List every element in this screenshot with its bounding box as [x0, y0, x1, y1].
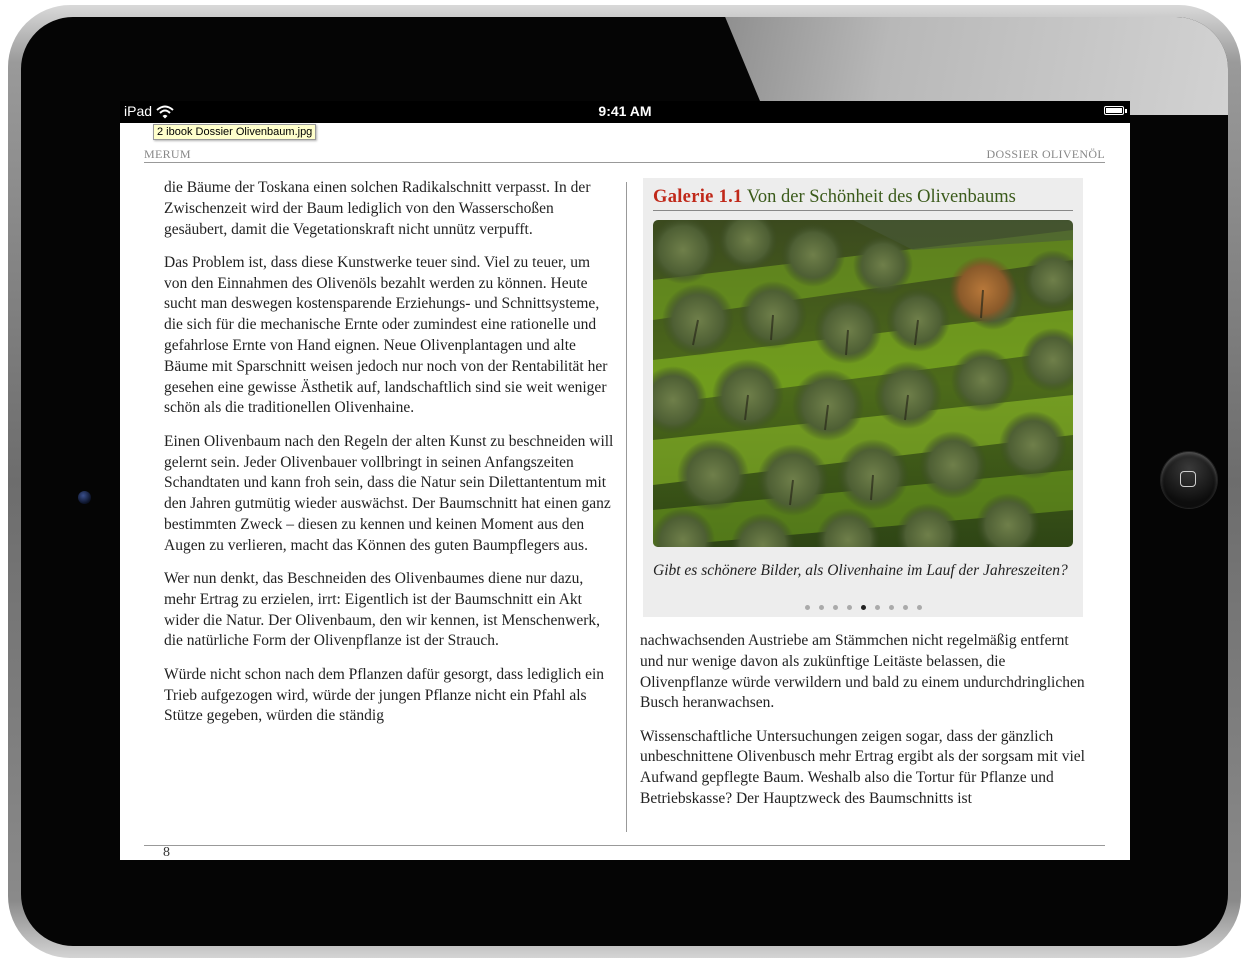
page-number: 8: [163, 845, 170, 860]
page-dot[interactable]: [861, 605, 866, 610]
paragraph: Einen Olivenbaum nach den Regeln der alten Kunst zu beschneiden will gelernt sein. Jeder Olivenbauer vollbringt in seinen Anfangszeiten Schandtaten und kann froh sein, dass die Natur sein Dilettantentum mit den Jahren gutmütig wieder auswächst. Der Baumschnitt hat einen ganz bestimmten Zweck – diesen zu kennen und keinen Moment aus den Augen zu verlieren, macht das Können des guten Baumpflegers aus.: [164, 432, 614, 554]
page-dot[interactable]: [917, 605, 922, 610]
running-head-left: MERUM: [144, 147, 191, 161]
gallery-label: Galerie 1.1: [653, 187, 743, 207]
page-dot[interactable]: [805, 605, 810, 610]
battery-icon: [1104, 106, 1124, 115]
paragraph: Das Problem ist, dass diese Kunstwerke teuer sind. Viel zu teuer, um von den Einnahmen des Olivenöls bezahlt werden zu können. Heute sucht man deswegen kostensparende Erziehungs- und Schnittsysteme, die sich für die mechanische Ernte oder zumindest eine rationelle und gefahrlose Ernte von Hand eignen. Neue Olivenplantagen und alte Bäume mit Sparschnitt weisen jedoch nur noch von der Rentabilität her gesehen eine gewisse Ästhetik auf, landschaftlich sind sie weit weniger schön als die traditionellen Olivenhaine.: [164, 253, 608, 417]
right-column: [640, 631, 1090, 822]
header-divider: [144, 162, 1105, 163]
camera-icon: [78, 491, 91, 504]
page-dot[interactable]: [889, 605, 894, 610]
status-bar: [120, 101, 1130, 123]
gallery-widget: [643, 178, 1083, 617]
running-head-right: DOSSIER OLIVENÖL: [986, 147, 1105, 161]
gallery-name: Von der Schönheit des Olivenbaums: [746, 187, 1016, 207]
home-square-icon: [1180, 471, 1196, 487]
page-dot[interactable]: [833, 605, 838, 610]
gallery-image[interactable]: [653, 220, 1073, 547]
page-dot[interactable]: [875, 605, 880, 610]
page-dot[interactable]: [847, 605, 852, 610]
paragraph: Wer nun denkt, das Beschneiden des Olivenbaumes diene nur dazu, mehr Ertrag zu erzielen, irrt: Eigentlich ist der Baumschnitt ein Akt wider die Natur. Der Olivenbaum, den wir kennen, ist Menschenwerk, die natürliche Form der Olivenpflanze ist der Strauch.: [164, 570, 601, 650]
column-divider: [626, 182, 627, 832]
ibook-page: [120, 123, 1130, 860]
left-column: [164, 178, 614, 740]
gallery-caption: Gibt es schönere Bilder, als Olivenhaine im Lauf der Jahreszeiten?: [653, 562, 1068, 579]
gallery-page-dots: [643, 597, 1083, 615]
footer-divider: [144, 845, 1105, 846]
page-dot[interactable]: [819, 605, 824, 610]
paragraph: die Bäume der Toskana einen solchen Radikalschnitt verpasst. In der Zwischenzeit wird der Baum lediglich von den Wasserschoßen gesäubert, damit die Vegetationskraft nicht unnütz verpufft.: [164, 179, 591, 238]
paragraph: nachwachsenden Austriebe am Stämmchen nicht regelmäßig entfernt und nur wenige davon als zukünftige Leitäste belassen, die Olivenpflanze würde verwildern und bald zu einem undurchdringlichen Busch heranwachsen.: [640, 632, 1085, 712]
file-tooltip: 2 ibook Dossier Olivenbaum.jpg: [153, 124, 316, 140]
page-dot[interactable]: [903, 605, 908, 610]
status-carrier: iPad: [124, 103, 153, 119]
paragraph: Wissenschaftliche Untersuchungen zeigen sogar, dass der gänzlich unbeschnittene Olivenbusch mehr Ertrag ergibt als der sorgsam mit viel Aufwand gepflegte Baum. Weshalb also die Tortur für Pflanze und Betriebskasse? Der Hauptzweck des Baumschnitts ist: [640, 727, 1085, 808]
home-button[interactable]: [1161, 452, 1217, 508]
olive-grove-photo: [653, 220, 1073, 547]
gallery-divider: [653, 210, 1073, 211]
paragraph: Würde nicht schon nach dem Pflanzen dafür gesorgt, dass lediglich ein Trieb aufgezogen wird, würde der jungen Pflanze nicht ein Pfahl als Stütze gegeben, würden die ständig: [164, 665, 605, 725]
gallery-title: [653, 187, 1073, 208]
status-time: 9:41 AM: [598, 103, 652, 119]
